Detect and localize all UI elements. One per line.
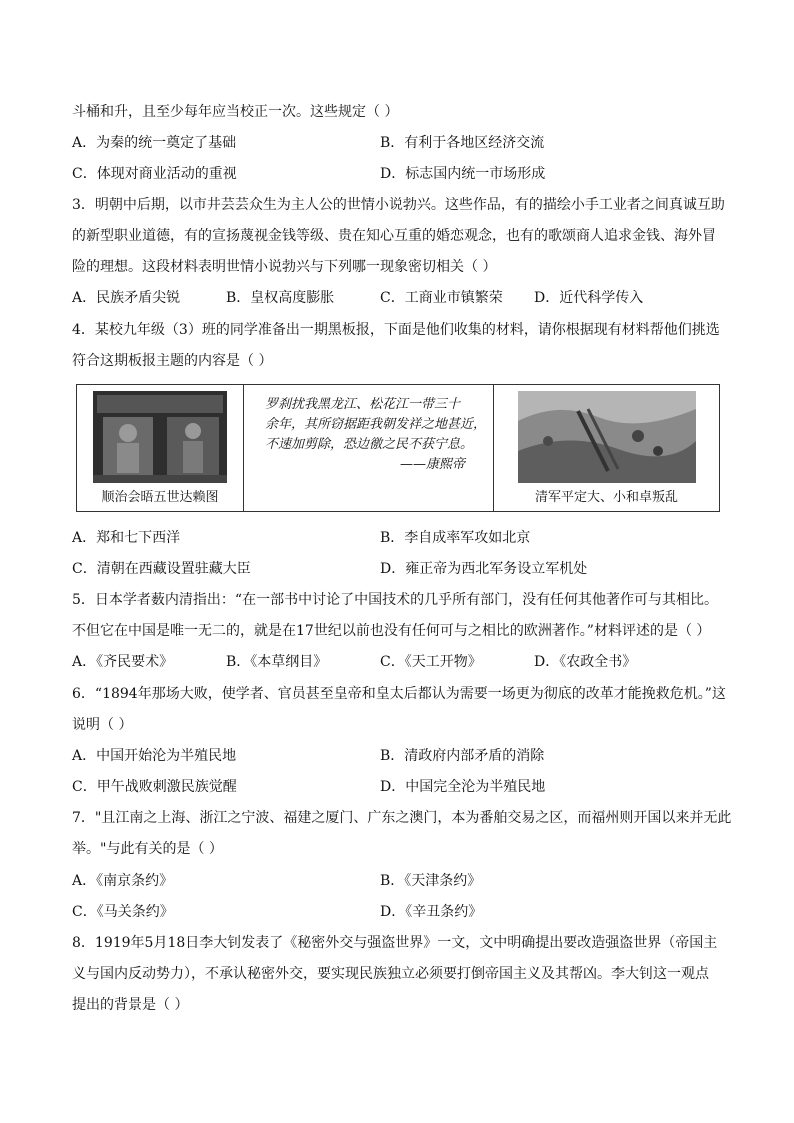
quote-source: ——康熙帝 [399,457,465,472]
q4-option-b[interactable]: B．李自成率军攻如北京 [380,530,531,546]
kangxi-quote [265,395,487,475]
q5-option-d[interactable]: D．《农政全书》 [534,654,637,670]
q2-stem: 斗桶和升，且至少每年应当校正一次。这些规定（ ） [72,104,399,120]
q6-options-row-1 [72,746,732,766]
q4-material-figure [76,384,720,512]
q5-options-row [72,652,732,672]
q3-option-b[interactable]: B．皇权高度膨胀 [226,290,335,306]
right-caption: 清军平定大、小和卓叛乱 [534,490,678,505]
q3-options-row [72,288,732,308]
q7-stem-line-2: 举。"与此有关的是（ ） [72,841,223,857]
q8-stem-line-1: 8．1919年5月18日李大钊发表了《秘密外交与强盗世界》一文，文中明确提出要改造强盗世界（帝国主 [72,935,718,951]
q6-option-a[interactable]: A．中国开始沦为半殖民地 [72,748,237,764]
q6-stem-line-2: 说明（ ） [72,717,133,733]
q2-option-d[interactable]: D．标志国内统一市场形成 [380,166,546,182]
q8-stem-line-3: 提出的背景是（ ） [72,997,189,1013]
q4-option-d[interactable]: D．雍正帝为西北军务设立军机处 [380,561,588,577]
q4-options-row-1 [72,528,732,548]
q5-option-b[interactable]: B．《本草纲目》 [226,654,328,670]
q4-option-c[interactable]: C．清朝在西藏设置驻藏大臣 [72,561,251,577]
q4-stem-line-1: 4．某校九年级（3）班的同学准备出一期黑板报，下面是他们收集的材料，请你根据现有材料帮他们挑选 [72,322,720,338]
figure-panel-left [77,385,244,511]
q6-option-d[interactable]: D．中国完全沦为半殖民地 [380,779,546,795]
q4-option-a[interactable]: A．郑和七下西洋 [72,530,181,546]
q2-option-a[interactable]: A．为秦的统一奠定了基础 [72,135,237,151]
quote-line-3: 不速加剪除，恐边徼之民不获宁息。 [265,437,474,452]
q7-options-row-2 [72,902,732,922]
quote-line-2: 余年，其所窃据距我朝发祥之地甚近， [265,417,487,432]
q3-option-d[interactable]: D．近代科学传入 [534,290,644,306]
q6-option-c[interactable]: C．甲午战败刺激民族觉醒 [72,779,237,795]
q5-stem-line-1: 5．日本学者薮内清指出：“在一部书中讨论了中国技术的几乎所有部门，没有任何其他著作可与其相比。 [72,592,719,608]
q7-option-a[interactable]: A．《南京条约》 [72,873,174,889]
q6-options-row-2 [72,777,732,797]
q3-stem-line-1: 3．明朝中后期，以市井芸芸众生为主人公的世情小说勃兴。这些作品，有的描绘小手工业者之间真诚互助 [72,197,725,213]
q5-option-a[interactable]: A．《齐民要术》 [72,654,174,670]
left-caption: 顺治会晤五世达赖图 [101,490,219,505]
q8-stem-line-2: 义与国内反动势力），不承认秘密外交，要实现民族独立必须要打倒帝国主义及其帮凶。李大钊这一观点 [72,966,709,982]
q5-option-c[interactable]: C．《天工开物》 [380,654,482,670]
quote-line-1: 罗刹扰我黑龙江、松花江一带三十 [265,397,461,412]
q7-stem-line-1: 7．"且江南之上海、浙江之宁波、福建之厦门、广东之澳门，本为番舶交易之区，而福州则开国以来并无此 [72,810,732,826]
q7-option-d[interactable]: D．《辛丑条约》 [380,904,483,920]
q7-option-b[interactable]: B．《天津条约》 [380,873,482,889]
q6-stem-line-1: 6．“1894年那场大败，使学者、官员甚至皇帝和皇太后都认为需要一场更为彻底的改革才能挽救危机。”这 [72,686,726,702]
figure-panel-right [494,385,719,511]
q2-options-row-2 [72,164,732,184]
q3-option-c[interactable]: C．工商业市镇繁荣 [380,290,503,306]
q3-stem-line-3: 险的理想。这段材料表明世情小说勃兴与下列哪一现象密切相关（ ） [72,259,497,275]
q4-stem-line-2: 符合这期板报主题的内容是（ ） [72,353,273,369]
q4-options-row-2 [72,559,732,579]
battle-painting-image [518,391,696,483]
q2-option-c[interactable]: C．体现对商业活动的重视 [72,166,237,182]
q3-stem-line-2: 的新型职业道德，有的宣扬蔑视金钱等级、贵在知心互重的婚恋观念，也有的歌颂商人追求金钱、海外冒 [72,228,716,244]
q2-options-row-1 [72,133,732,153]
q5-stem-line-2: 不但它在中国是唯一无二的，就是在17世纪以前也没有任何可与之相比的欧洲著作。”材料评述的是（ ） [72,623,711,639]
figure-panel-quote [243,385,494,511]
q6-option-b[interactable]: B．清政府内部矛盾的消除 [380,748,545,764]
q7-option-c[interactable]: C．《马关条约》 [72,904,174,920]
q2-option-b[interactable]: B．有利于各地区经济交流 [380,135,545,151]
q7-options-row-1 [72,871,732,891]
q3-option-a[interactable]: A．民族矛盾尖锐 [72,290,181,306]
painting-image [93,391,227,483]
